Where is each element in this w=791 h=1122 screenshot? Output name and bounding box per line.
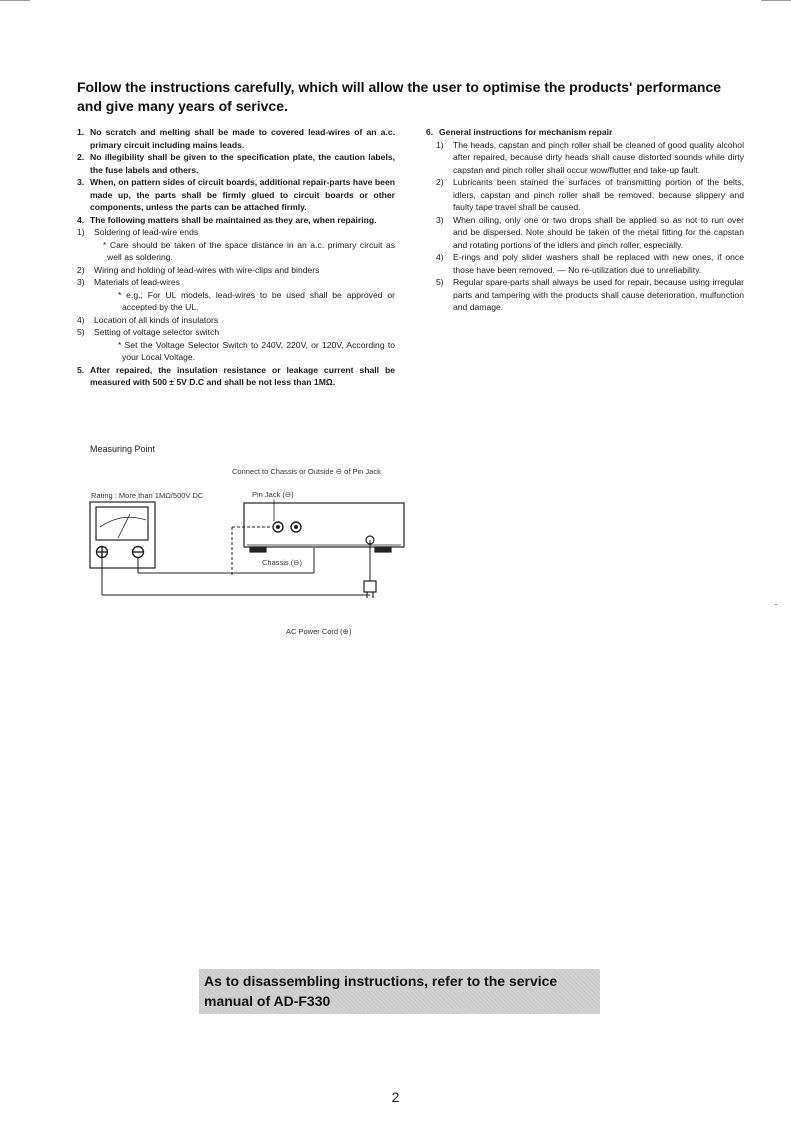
pin-jack-label: Pin Jack (⊖) [252,490,294,499]
sub-item-text: Wiring and holding of lead-wires with wire-clips and binders [94,264,320,275]
meter [90,502,155,568]
item-number: 2. [77,152,85,162]
disassembly-note-banner [199,969,600,1014]
sub-item-text: Regular spare-parts shall always be used for repair, because using irregular parts and tampering with the products shall cause deterioration, mulfunction and damage. [453,277,744,312]
item-number: 4. [77,214,85,225]
sub-item-text: Soldering of lead-wire ends [94,227,199,237]
chassis-label: Chassis (⊖) [262,558,303,567]
sub-item-number: 2) [436,177,444,187]
sub-item-text: When oiling, only one or two drops shall be applied so as not to run over and be dispersed. Note should be taken of the metal fitting for the capstan and rotating portions of the idlers and pinch roller, especially. [453,214,744,250]
item-number: 6. [426,127,434,137]
sub-item-number: 4) [77,314,85,325]
sub-item-number: 2) [77,264,85,275]
item-text: After repaired, the insulation resistance or leakage current shall be measured with 500 ± 5V D.C and shall be not less than 1MΩ. [90,364,395,387]
item-number: 3. [77,177,85,187]
sub-item-text: The heads, capstan and pinch roller shall be cleaned of good quality alcohol after repaired, because dirty heads shall cause distorted sounds while dirty capstan and pinch roller shall occur wow/flutter and take-up fault. [453,139,744,175]
pin-jack-icon [273,522,301,532]
rating-label: Rating : More than 1MΩ/500V DC [91,491,204,500]
banner-text: As to disassembling instructions, refer to the service manual of AD-F330 [204,973,558,1009]
item-text: No illegibility shall be given to the specification plate, the caution labels, the fuse labels and others. [90,152,395,175]
page-heading: Follow the instructions carefully, which will allow the user to optimise the products' performance and give many years of serivce. [77,79,722,114]
item-text: No scratch and melting shall be made to covered lead-wires of an a.c. primary circuit including mains leads. [90,127,395,150]
sub-item-note: * e.g.; For UL models, lead-wires to be used shall be approved or accepted by the UL. [118,289,395,312]
item-text: The following matters shall be maintained as they are, when repairing. [90,214,377,225]
item-text: General instructions for mechanism repair [439,127,613,137]
sub-item-number: 5) [436,277,444,287]
sub-item-text: Location of all kinds of insulators [94,314,219,325]
sub-item-number: 5) [77,327,85,337]
meter-plus-terminal-icon [97,547,108,558]
page-number: 2 [391,1089,400,1105]
item-number: 5. [77,364,85,375]
sub-item-number: 4) [436,252,444,262]
sub-item-text: Setting of voltage selector switch [94,327,220,337]
sub-item-note: * Set the Voltage Selector Switch to 240V, 220V, or 120V, According to your Local Voltage. [118,339,395,362]
ac-power-cord-label: AC Power Cord (⊕) [286,627,352,636]
sub-item-text: Lubricants been stained the surfaces of transmitting portion of the belts, idlers, capstan and pinch roller shall be removed, because slippery and faulty tape travel shall be caused. [453,177,744,212]
connect-label: Connect to Chassis or Outside ⊖ of Pin Jack [232,467,381,476]
sub-item-number: 3) [77,277,85,287]
sub-item-text: E-rings and poly slider washers shall be replaced with new ones, if once those have been removed. — No re-utilization due to unreliability. [453,252,744,275]
item-number: 1. [77,127,85,137]
measuring-point-title: Measuring Point [90,444,156,454]
meter-minus-terminal-icon [133,547,144,558]
sub-item-number: 1) [436,139,444,150]
sub-item-note: * Care should be taken of the space distance in an a.c. primary circuit as well as soldering. [103,239,395,262]
sub-item-number: 1) [77,227,85,237]
sub-item-text: Materials of lead-wires [94,277,180,287]
item-text: When, on pattern sides of circuit boards, additional repair-parts have been made up, the parts shall be firmly glued to circuit boards or other components, unless the parts can be attached firmly. [90,177,395,212]
sub-item-number: 3) [436,214,444,225]
